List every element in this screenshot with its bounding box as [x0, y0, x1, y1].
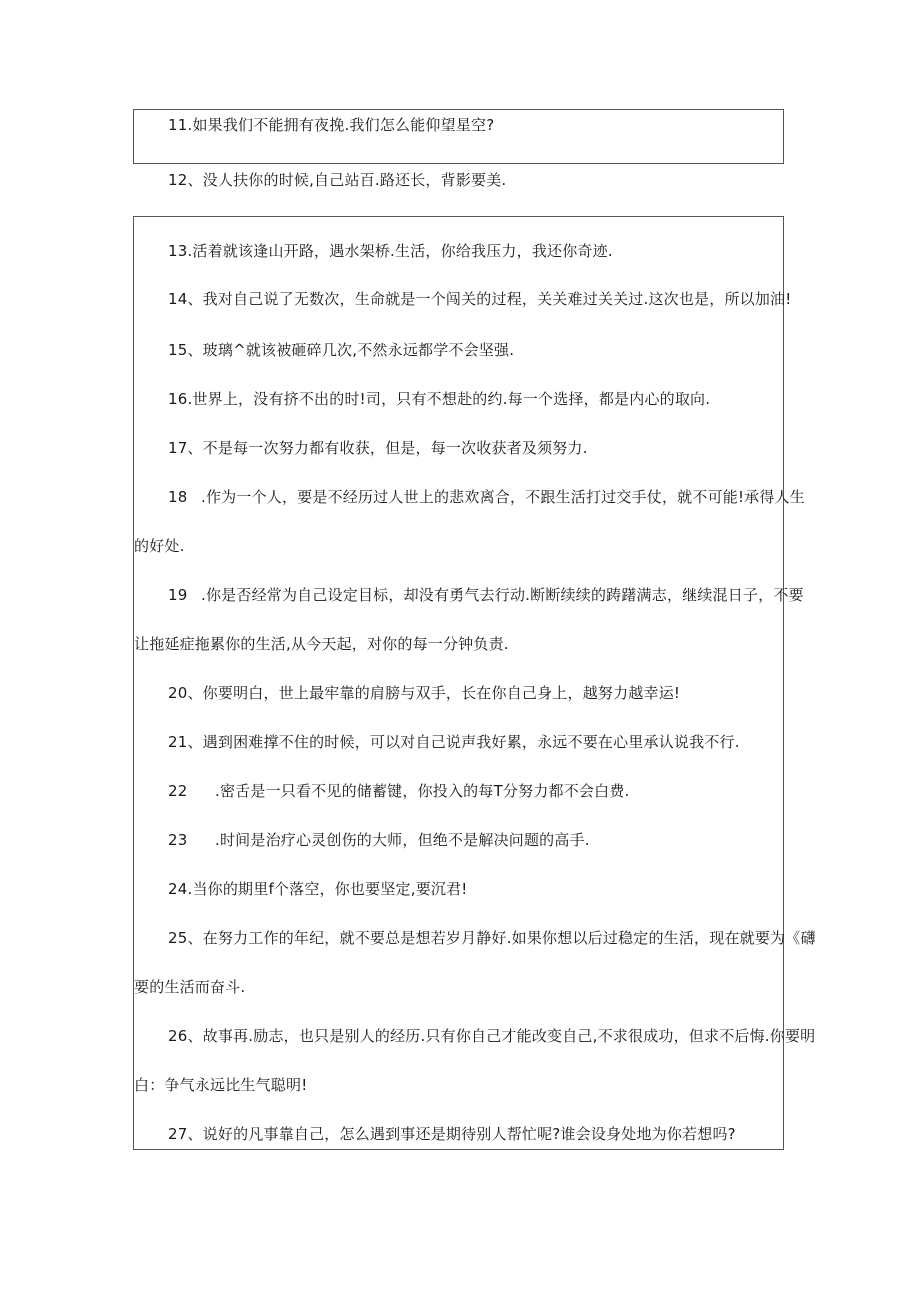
quote-18-line-2: 的好处. — [134, 537, 185, 555]
quote-17: 17、不是每一次努力都有收获，但是，每一次收获者及须努力. — [168, 439, 588, 457]
quote-11: 11.如果我们不能拥有夜挽.我们怎么能仰望星空? — [168, 116, 495, 134]
quote-12: 12、没人扶你的时候,自己站百.路还长，背影要美. — [168, 171, 507, 189]
quote-26-line-2: 白：争气永远比生气聪明! — [134, 1076, 308, 1094]
quote-22-number: 22 — [168, 782, 188, 800]
quote-13: 13.活着就该逢山开路，遇水架桥.生活，你给我压力，我还你奇迹. — [168, 242, 613, 260]
quote-16: 16.世界上，没有挤不出的时!司，只有不想赴的约.每一个选择，都是内心的取向. — [168, 390, 711, 408]
quote-18-number: 18 — [168, 488, 188, 506]
quote-20: 20、你要明白，世上最牢靠的肩膀与双手，长在你自己身上，越努力越幸运! — [168, 684, 681, 702]
quote-19-line-1: .你是否经常为自己设定目标，却没有勇气去行动.断断续续的踌躇满志，继续混日子，不要 — [201, 586, 804, 604]
quote-18-line-1: .作为一个人，要是不经历过人世上的悲欢离合，不跟生活打过交手仗，就不可能!承得人生 — [201, 488, 805, 506]
quote-15: 15、玻璃^就该被砸碎几次,不然永远都学不会坚强. — [168, 341, 515, 359]
quote-27: 27、说好的凡事靠自己，怎么遇到事还是期待别人帮忙呢?谁会设身处地为你若想吗? — [168, 1125, 736, 1143]
quote-24: 24.当你的期里f个落空，你也要坚定,要沉君! — [168, 880, 468, 898]
quote-25-line-2: 要的生活而奋斗. — [134, 978, 246, 996]
quote-22-text: .密舌是一只看不见的储蓄键，你投入的每T分努力都不会白费. — [215, 782, 630, 800]
quote-21: 21、遇到困难撑不住的时候，可以对自己说声我好累，永远不要在心里承认说我不行. — [168, 733, 740, 751]
quote-19-line-2: 让拖延症拖累你的生活,从今天起，对你的每一分钟负责. — [134, 635, 509, 653]
quote-14: 14、我对自己说了无数次，生命就是一个闯关的过程，关关难过关关过.这次也是，所以加油! — [168, 290, 792, 308]
quote-23-text: .时间是治疗心灵创伤的大师，但绝不是解决问题的高手. — [215, 831, 590, 849]
quote-25-line-1: 25、在努力工作的年纪，就不要总是想若岁月静好.如果你想以后过稳定的生活，现在就要为《礴 — [168, 929, 816, 947]
quote-19-number: 19 — [168, 586, 188, 604]
quote-26-line-1: 26、故事再.励志，也只是别人的经历.只有你自己才能改变自己,不求很成功，但求不后悔.你要明 — [168, 1027, 816, 1045]
quote-23-number: 23 — [168, 831, 188, 849]
